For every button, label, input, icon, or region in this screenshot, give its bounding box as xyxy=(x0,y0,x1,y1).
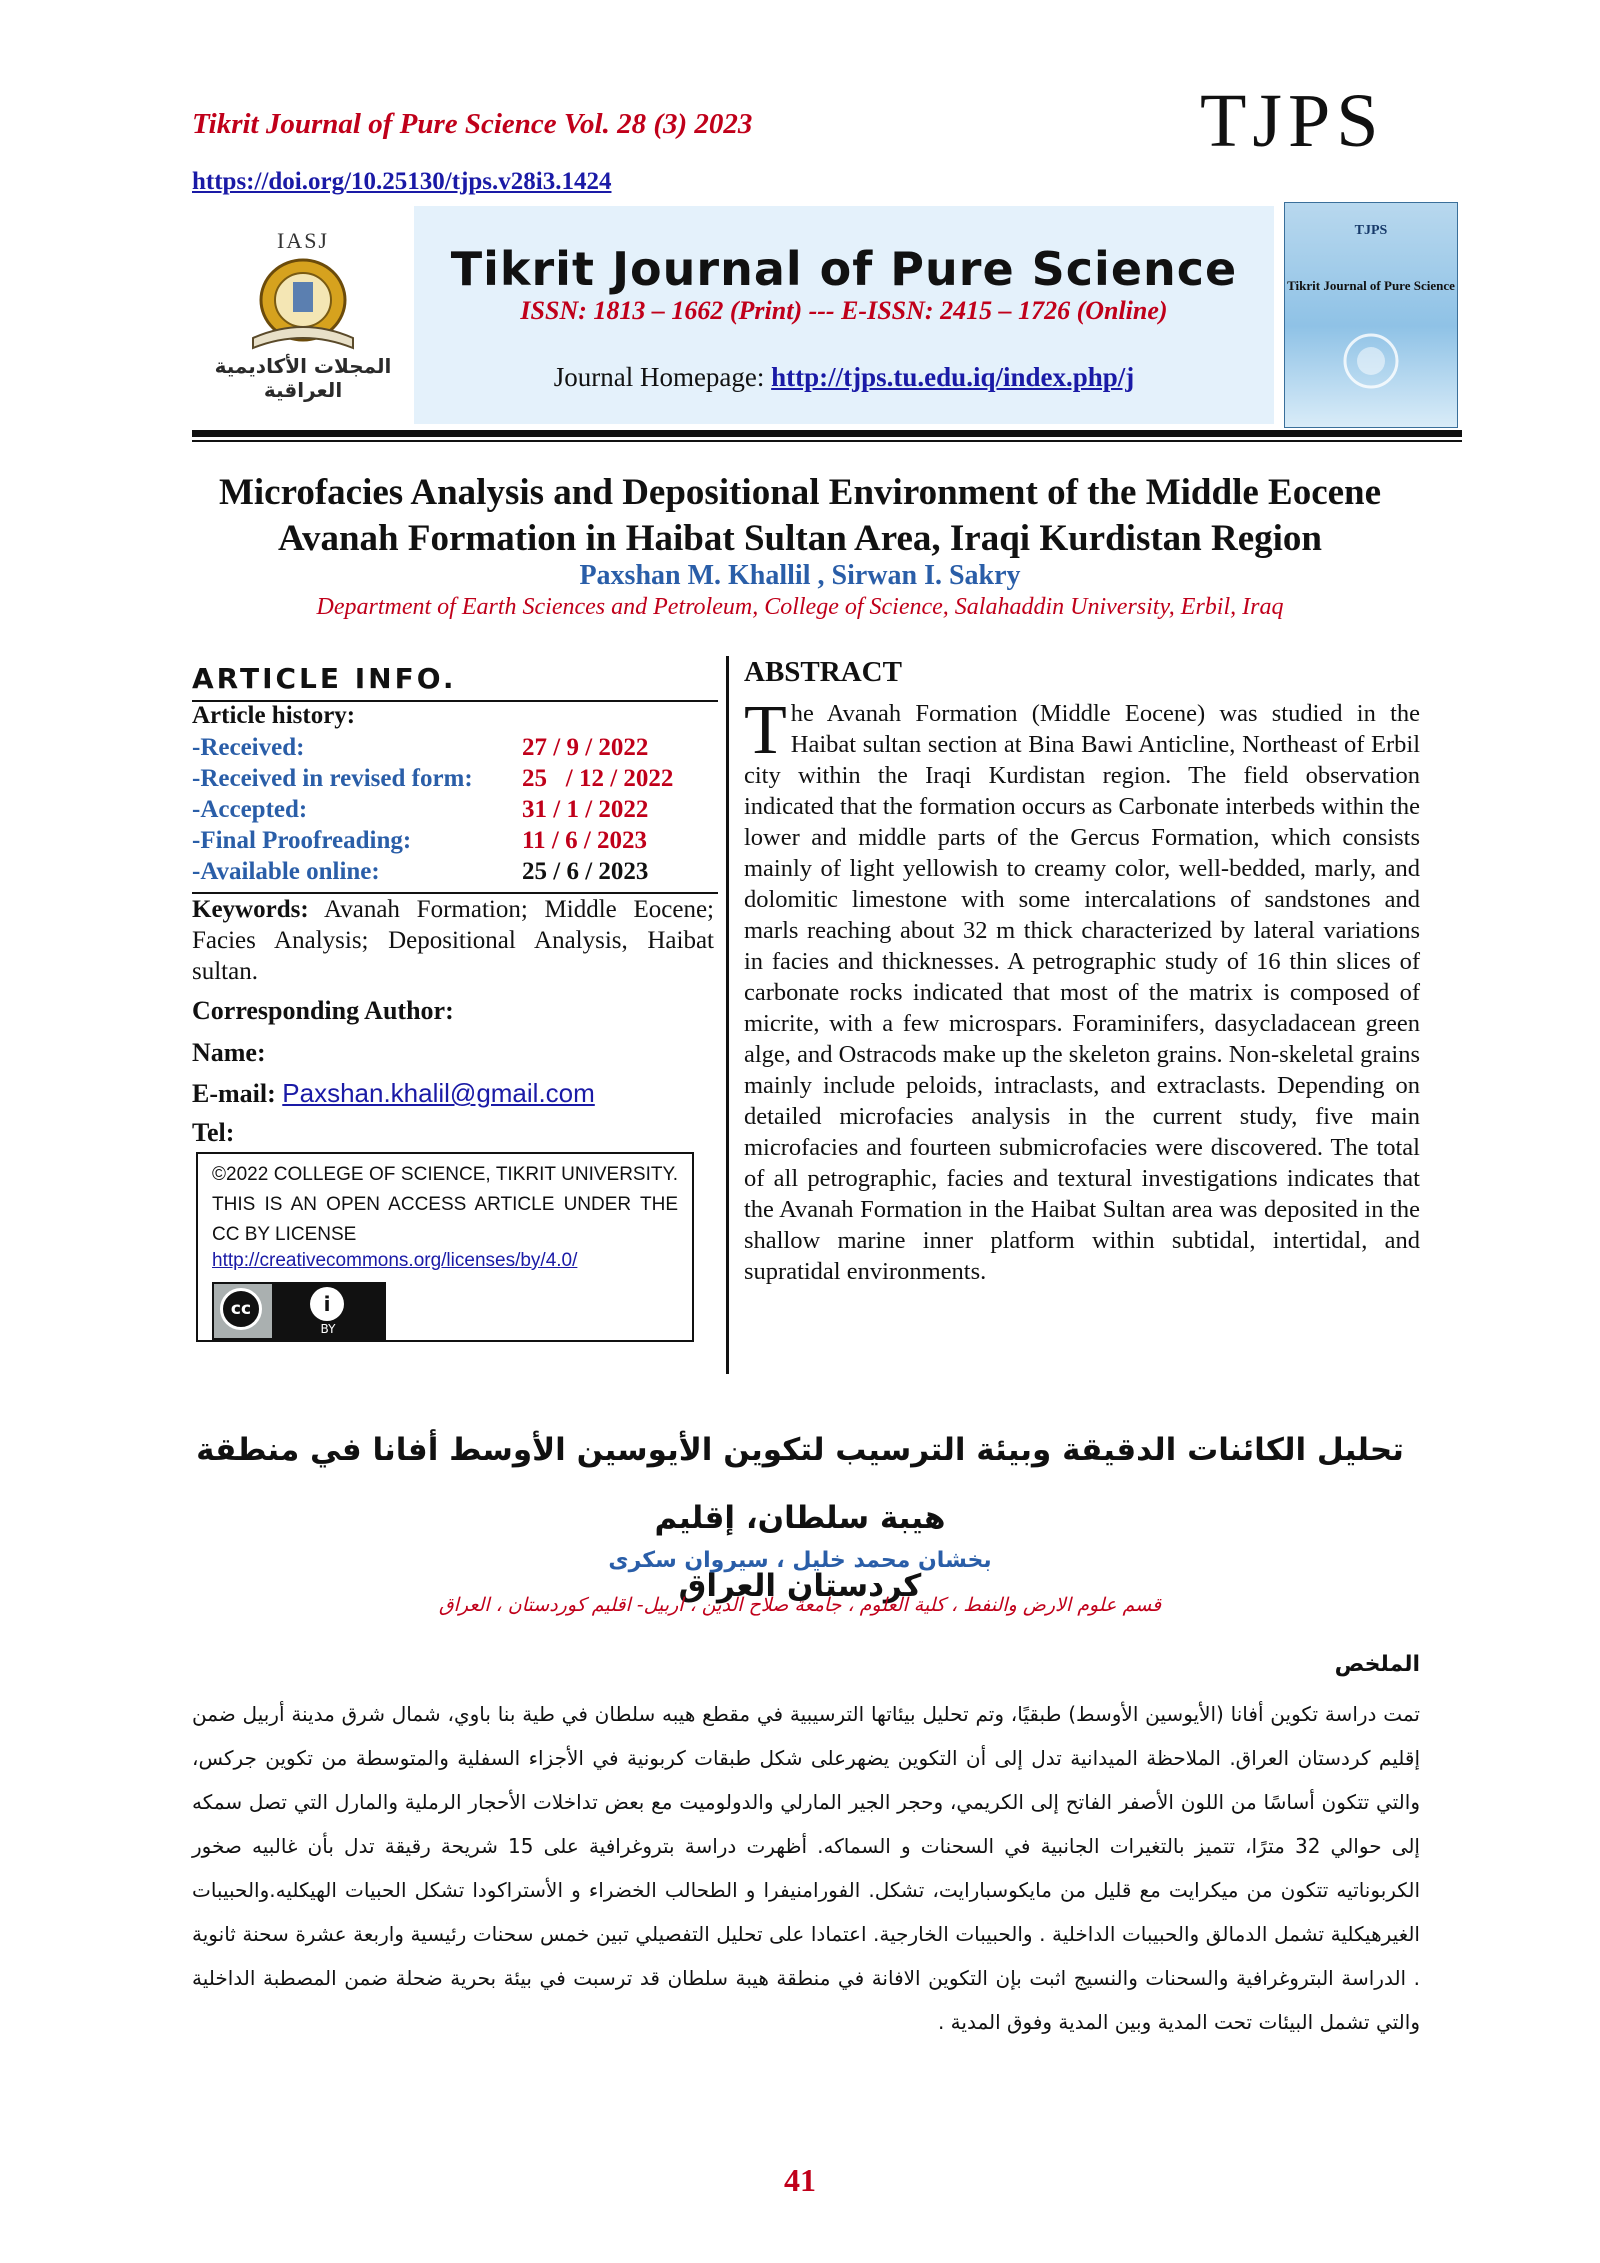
email-link[interactable]: Paxshan.khalil@gmail.com xyxy=(282,1078,595,1108)
journal-issn: ISSN: 1813 – 1662 (Print) --- E-ISSN: 2415 – 1726 (Online) xyxy=(520,296,1168,325)
history-date: 25 / 12 / 2022 xyxy=(522,765,674,792)
abstract-drop-cap: T xyxy=(744,692,787,769)
history-date: 11 / 6 / 2023 xyxy=(522,827,648,854)
history-label: -Final Proofreading: xyxy=(192,827,412,854)
history-label: -Available online: xyxy=(192,858,380,885)
license-text: ©2022 COLLEGE OF SCIENCE, TIKRIT UNIVERSITY. THIS IS AN OPEN ACCESS ARTICLE UNDER THE CC BY LICENSE xyxy=(212,1164,678,1245)
cover-abbreviation: TJPS xyxy=(1354,223,1388,238)
article-history-label: Article history: xyxy=(192,702,356,729)
author-name-label: Name: xyxy=(192,1038,266,1067)
history-row-online xyxy=(192,858,712,889)
article-affiliation: Department of Earth Sciences and Petroleum, College of Science, Salahaddin University, Erbil, Iraq xyxy=(316,594,1284,620)
article-title-line-1: Microfacies Analysis and Depositional Environment of the Middle Eocene xyxy=(218,472,1382,513)
keywords-label: Keywords: xyxy=(192,896,309,923)
author-tel-label: Tel: xyxy=(192,1118,235,1147)
journal-cover-thumbnail xyxy=(1284,202,1458,428)
history-row-revised xyxy=(192,765,712,796)
arabic-title-line-2: كردستان العراق xyxy=(678,1568,922,1604)
banner-rule-thin xyxy=(192,440,1462,442)
iasj-logo xyxy=(192,202,414,428)
history-label: -Accepted: xyxy=(192,796,308,823)
history-label: -Received in revised form: xyxy=(192,765,473,792)
arabic-abstract-text: تمت دراسة تكوين أفانا (الأيوسين الأوسط) طبقيًا، وتم تحليل بيئاتها الترسيبية في مقطع هيبه سلطان في طية بنا باوي، شمال شرق مدينة أربيل ضمن إقليم كردستان العراق. الملاحظة الميدانية تدل إلى أن التكوين يضهرعلى شكل طبقات كربونية في الأجزاء السفلية والمتوسطة من تكوين جركس، والتي تتكون أساسًا من اللون الأصفر الفاتح إلى الكريمي، وحجر الجير المارلي والدولوميت مع بعض تداخلات الأحجار الرملية والمارل التي تصل سمكه إلى حوالي 32 مترًا، تتميز بالتغيرات الجانبية في السحنات و السماكه. أظهرت دراسة بتروغرافية على 15 شريحة رقيقة تدل بأن غالبيه صخور الكربوناتيه تتكون من ميكرايت مع قليل من مايكوسبارايت، تشكل. الفورامنيفرا و الطحالب الخضراء و الأستراكودا تشكل الحبيات الهيكليه.والحبيبات الغيرهيكلية تشمل الدمالق والحبيبات الداخلية . والحبيبات الخارجية. اعتمادا على تحليل التفصيلي تبين خمس سحنات رئيسية واربعة عشرة سحنة ثانوية . الدراسة البتروغرافية والسحنات والنسيج اثبت بإن التكوين الافانة في منطقة هيبة سلطان قد ترسبت في بيئة بحرية ضحلة ضمن المصطبة الداخلية والتي تشمل البيئات تحت المدية وبين المدية وفوق المدية . xyxy=(192,1702,1420,2034)
arabic-title-line-1: تحليل الكائنات الدقيقة وبيئة الترسيب لتكوين الأيوسين الأوسط أفانا في منطقة هيبة سلطان، إقليم xyxy=(196,1432,1404,1536)
homepage-label: Journal Homepage: xyxy=(553,362,765,392)
history-row-accepted xyxy=(192,796,712,827)
page-number: 41 xyxy=(784,2162,816,2198)
abstract-body xyxy=(744,692,1420,1287)
journal-title: Tikrit Journal of Pure Science xyxy=(450,242,1238,296)
history-row-received xyxy=(192,734,712,765)
banner-center-panel xyxy=(414,206,1274,424)
corresponding-author-label: Corresponding Author: xyxy=(192,996,454,1025)
email-label: E-mail: xyxy=(192,1079,276,1108)
iasj-logo-acronym: IASJ xyxy=(276,228,329,253)
article-info-heading: ARTICLE INFO. xyxy=(192,662,457,695)
cc-by-badge[interactable] xyxy=(212,1282,386,1340)
iasj-emblem-icon xyxy=(243,254,363,354)
tjps-logo-text: TJPS xyxy=(1200,79,1385,163)
abstract-text: he Avanah Formation (Middle Eocene) was studied in the Haibat sultan section at Bina Bawi Anticline, Northeast of Erbil city within the Iraqi Kurdistan region. The field observation indicated that the formation occurs as Carbonate interbeds within the lower and middle parts of the Gercus Formation, which consists mainly of light yellowish to creamy color, well-bedded, marly, and dolomitic limestone with some intercalations of sandstones and marls reaching about 32 m thick characterized by lateral variations in facies and thicknesses. A petrographic study of 16 thin slices of carbonate rocks indicated that most of the matrix is composed of micrite, with a few microspars. Foraminifers, dasycladacean green alge, and Ostracods make up the skeleton grains. Non-skeletal grains mainly include peloids, intraclasts, and extraclasts. Depending on detailed microfacies analysis in the current study, five main microfacies and fourteen submicrofacies were discovered. The total of all petrographic, facies and textural investigations indicates that the Avanah Formation in the Haibat Sultan area was deposited in the shallow marine inner platform within subtidal, intertidal, and supratidal environments. xyxy=(744,700,1420,1285)
doi-link[interactable]: https://doi.org/10.25130/tjps.v28i3.1424 xyxy=(192,168,612,195)
license-link[interactable]: http://creativecommons.org/licenses/by/4.0/ xyxy=(212,1250,578,1271)
keywords xyxy=(192,894,714,987)
arabic-authors: بخشان محمد خليل ، سيروان سكرى xyxy=(608,1548,992,1573)
homepage-link[interactable]: http://tjps.tu.edu.iq/index.php/j xyxy=(771,362,1135,392)
journal-homepage xyxy=(414,362,1274,393)
history-date: 27 / 9 / 2022 xyxy=(522,734,649,761)
author-email xyxy=(192,1078,595,1109)
arabic-affiliation: قسم علوم الارض والنفط ، كلية العلوم ، جامعة صلاح الدين ، اربيل- اقليم كوردستان ، العراق xyxy=(438,1594,1162,1616)
license-box xyxy=(196,1152,694,1342)
keywords-text: Avanah Formation; Middle Eocene; Facies Analysis; Depositional Analysis, Haibat sultan. xyxy=(192,896,714,985)
arabic-abstract-heading: الملخص xyxy=(1334,1652,1420,1677)
history-date: 25 / 6 / 2023 xyxy=(522,858,649,885)
arabic-title xyxy=(170,1416,1430,1620)
by-strip xyxy=(272,1284,384,1338)
iasj-logo-arabic: المجلات الأكاديمية العراقية xyxy=(214,354,392,402)
cc-icon: cc xyxy=(220,1288,262,1330)
history-label: -Received: xyxy=(192,734,305,761)
attribution-person-icon: i xyxy=(310,1287,344,1321)
cover-emblem-icon xyxy=(1341,331,1401,391)
history-row-proofreading xyxy=(192,827,712,858)
journal-banner xyxy=(192,202,1462,428)
by-label: BY xyxy=(320,1322,336,1336)
article-title-line-2: Avanah Formation in Haibat Sultan Area, Iraqi Kurdistan Region xyxy=(277,518,1323,559)
article-title xyxy=(150,470,1450,562)
article-authors: Paxshan M. Khallil , Sirwan I. Sakry xyxy=(579,560,1021,591)
cover-title: Tikrit Journal of Pure Science xyxy=(1287,278,1455,293)
running-journal-volume: Tikrit Journal of Pure Science Vol. 28 (3) 2023 xyxy=(192,108,753,140)
abstract-heading: ABSTRACT xyxy=(744,656,902,688)
banner-rule-thick xyxy=(192,430,1462,437)
history-date: 31 / 1 / 2022 xyxy=(522,796,649,823)
column-divider xyxy=(726,656,729,1374)
